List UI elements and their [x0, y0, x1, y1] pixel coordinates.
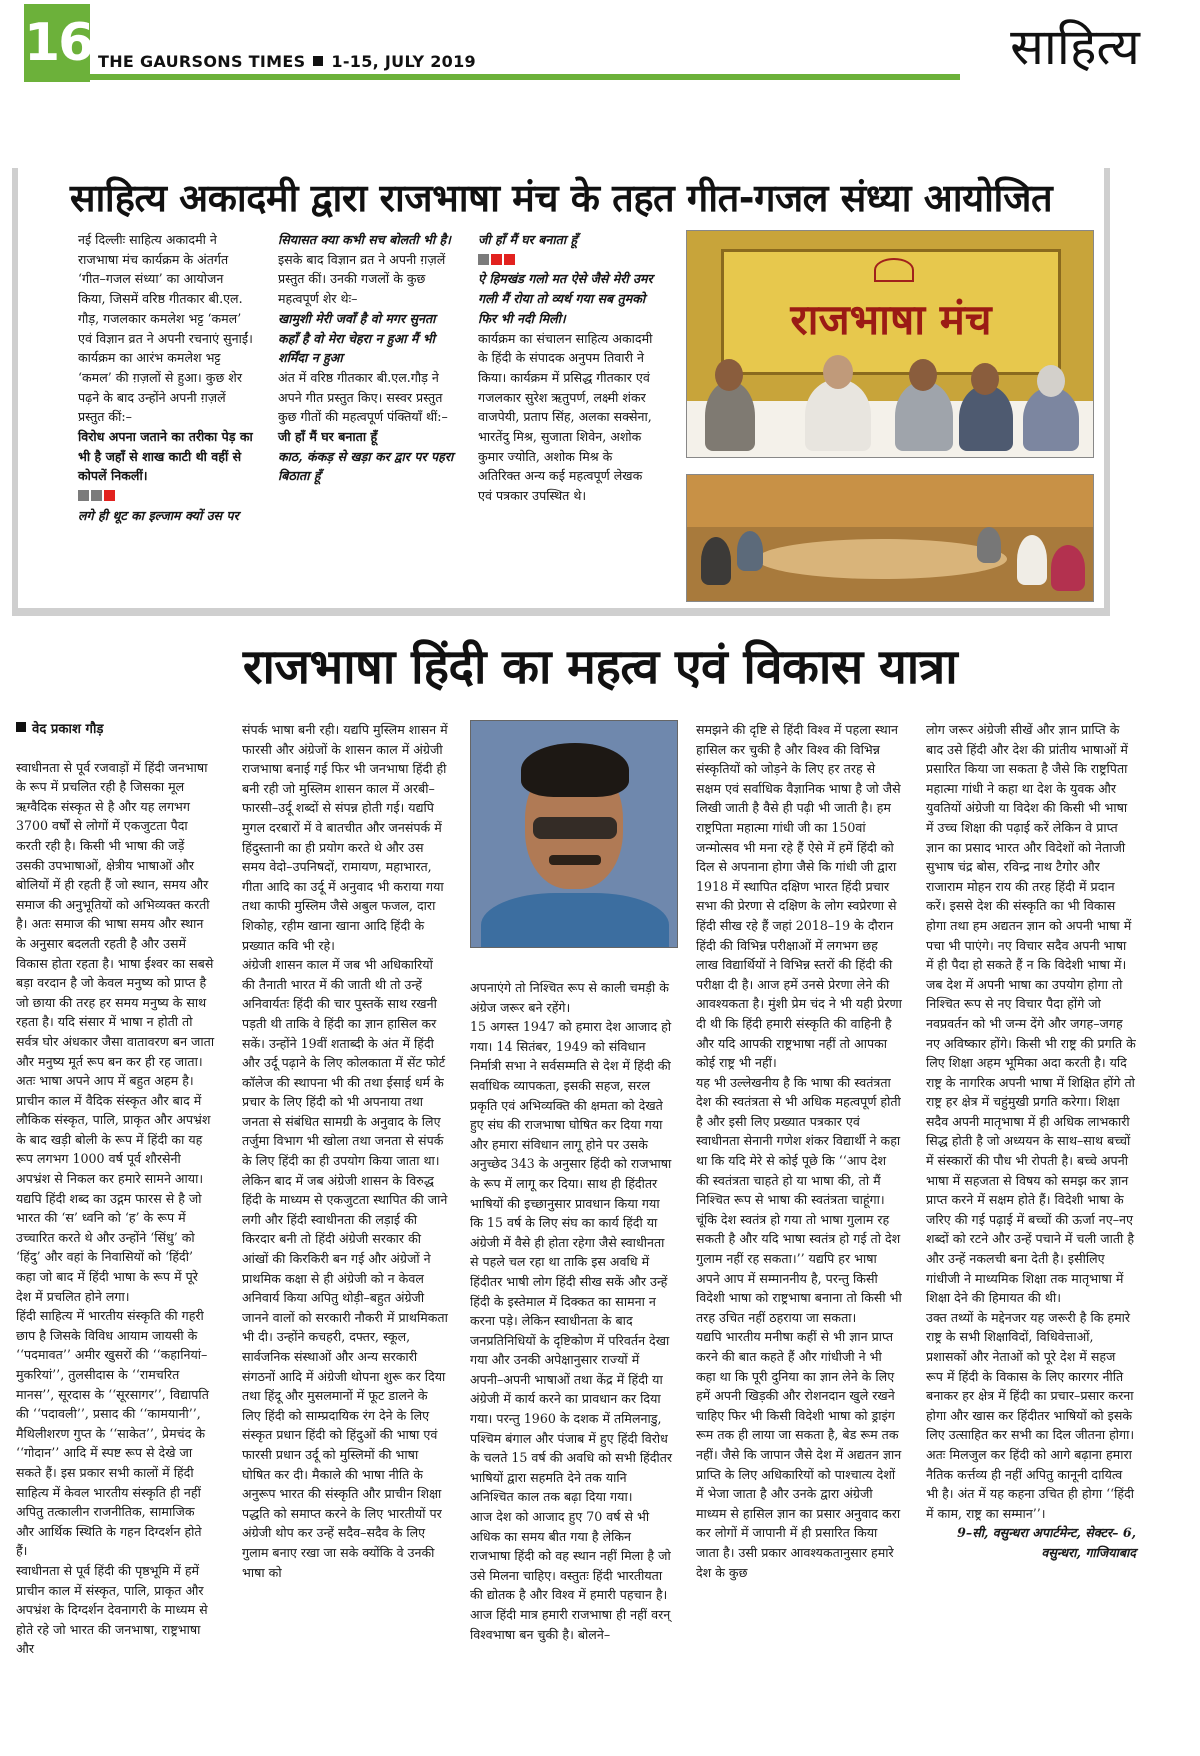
article2-column-4 — [696, 720, 902, 1582]
red-square-icon — [104, 490, 115, 501]
paper-title-line — [98, 52, 476, 71]
article1-verse: लगे ही थूट का इल्जाम क्यों उस पर — [78, 507, 239, 523]
article1-verse: जी हाँ मैं घर बनाता हूँ — [278, 429, 378, 445]
person-head — [823, 355, 853, 389]
event-hall-photo — [686, 474, 1094, 602]
red-square-icon — [504, 254, 515, 265]
article2-column-1 — [16, 720, 216, 1659]
article2-column-2 — [242, 720, 448, 1582]
article1-verse: जी हाँ मैं घर बनाता हूँ — [478, 232, 578, 247]
person-figure — [805, 379, 871, 451]
separator-square-icon — [313, 56, 323, 66]
article2-paragraph: समझने की दृष्टि से हिंदी विश्व में पहला स्थान हासिल कर चुकी है और विश्व की विभिन्न संस्कृतियों को जोड़ने के लिए हर तरह से सक्षम एवं सर्वाधिक वैज्ञानिक भाषा है जो जैसे लिखी जाती है वैसे ही पढ़ी भी जाती है। हम राष्ट्रपिता महात्मा गांधी जी का 150वां जन्मोत्सव भी मना रहे हैं ऐसे में हमें हिंदी को दिल से अपनाना होगा जैसे कि गांधी जी द्वारा 1918 में स्थापित दक्षिण भारत हिंदी प्रचार सभा की प्रेरणा से दक्षिण के लोग स्वप्रेरणा से हिंदी सीख रहे हैं जहां 2018–19 के दौरान हिंदी की विभिन्न परीक्षाओं में लगभग छह लाख विद्यार्थियों ने विभिन्न स्तरों की हिंदी की परीक्षा दी है। आज हमें उनसे प्रेरणा लेने की आवश्यकता है। मुंशी प्रेम चंद ने भी यही प्रेरणा दी थी कि हिंदी हमारी संस्कृति की वाहिनी है और यदि आपकी राष्ट्रभाषा नहीं तो आपका कोई राष्ट्र भी नहीं। — [696, 722, 902, 1071]
article1-verse: काठ, कंकड़ से खड़ा कर द्वार पर पहरा बिठाता हूँ — [278, 448, 454, 484]
article-box-inner — [18, 168, 1104, 608]
article-box-event — [12, 168, 1110, 616]
article1-paragraph: नई दिल्लीः साहित्य अकादमी ने राजभाषा मंच कार्यक्रम के अंतर्गत ‘गीत–गजल संध्या’ का आयोजन किया, जिसमें वरिष्ठ गीतकार बी.एल. गौड़, गजलकार कमलेश भट्ट ‘कमल’ एवं विज्ञान व्रत ने अपनी रचनाएं सुनाईं। कार्यक्रम का आरंभ कमलेश भट्ट ‘कमल’ की ग़ज़लों से हुआ। कुछ शेर पढ़ने के बाद उन्होंने अपनी ग़ज़लें प्रस्तुत कीं:– — [78, 232, 253, 425]
article2-paragraph: यद्यपि भारतीय मनीषा कहीं से भी ज्ञान प्राप्त करने की बात कहते हैं और गांधीजी ने भी कहा था कि पूरी दुनिया का ज्ञान लेने के लिए हमें अपनी खिड़की और रोशनदान खुले रखने चाहिए फिर भी किसी विदेशी भाषा को ड्राइंग रूम तक ही लाया जा सकता है, बेड रूम तक नहीं। जैसे कि जापान जैसे देश में अद्यतन ज्ञान प्राप्ति के लिए अधिकारियों को पाश्चात्य देशों में भेजा जाता है और उनके द्वारा अंग्रेजी माध्यम से हासिल ज्ञान का प्रसार अनुवाद करा कर लोगों में जापानी में ही प्रसारित किया जाता है। उसी प्रकार आवश्यकतानुसार हमारे देश के कुछ — [696, 1329, 902, 1580]
hall-table — [757, 539, 1007, 579]
article2-paragraph: यह भी उल्लेखनीय है कि भाषा की स्वतंत्रता देश की स्वतंत्रता से भी अधिक महत्वपूर्ण होती है और इसी लिए प्रख्यात पत्रकार एवं स्वाधीनता सेनानी गणेश शंकर विद्यार्थी ने कहा था कि यदि मेरे से कोई पूछे कि ‘‘आप देश की स्वतंत्रता चाहते हो या भाषा की, तो मैं निश्चित रूप से भाषा की स्वतंत्रता चाहूंगा। चूंकि देश स्वतंत्र हो गया तो भाषा गुलाम रह सकती है और यदि भाषा स्वतंत्र हो गई तो देश गुलाम नहीं रह सकता।’’ यद्यपि हर भाषा अपने आप में सम्माननीय है, परन्तु किसी विदेशी भाषा को राष्ट्रभाषा बनाना तो किसी भी तरह उचित नहीं ठहराया जा सकता। — [696, 1074, 902, 1325]
article1-verse: ऐ हिमखंड गलो मत ऐसे जैसे मेरी उमर गली मैं रोया तो व्यर्थ गया सब तुमको फिर भी नदी मिली। — [478, 271, 653, 326]
person-figure — [701, 537, 731, 585]
author-photo — [470, 720, 678, 948]
verse-marker — [478, 250, 654, 270]
author-shirt — [481, 893, 669, 948]
akademi-logo-icon — [874, 258, 914, 282]
article2-paragraph: स्वाधीनता से पूर्व हिंदी की पृष्ठभूमि में हमें प्राचीन काल में संस्कृत, पालि, प्राकृत और अपभ्रंश के दिग्दर्शन देवनागरी के माध्यम से होते रहे जो भारत की जनभाषा, राष्ट्रभाषा और — [16, 1562, 208, 1657]
article2-paragraph: स्वाधीनता से पूर्व रजवाड़ों में हिंदी जनभाषा के रूप में प्रचलित रही है जिसका मूल ऋग्वैदिक संस्कृत से है और यह लगभग 3700 वर्षों से लोगों में एकजुटता पैदा करती रही है। किसी भी भाषा की जड़ें उसकी उपभाषाओं, क्षेत्रीय भाषाओं और बोलियों में ही रहती हैं जो स्थान, समय और समाज की अनुभूतियों को अभिव्यक्त करती है। अतः समाज की भाषा समय और स्थान के अनुसार बदलती रहती है और उसमें विकास होता रहता है। भाषा ईश्वर का सबसे बड़ा वरदान है जो केवल मनुष्य को प्राप्त है जो छाया की तरह हर समय मनुष्य के साथ रहता है। यदि संसार में भाषा न होती तो सर्वत्र घोर अंधकार जैसा वातावरण बन जाता और मनुष्य मूर्त रूप बन कर ही रह जाता। अतः भाषा अपने आप में बहुत अहम है। — [16, 759, 215, 1089]
article2-paragraph: अपनाएंगे तो निश्चित रूप से काली चमड़ी के अंग्रेज जरूर बने रहेंगे। — [470, 980, 669, 1015]
article2-paragraph: संपर्क भाषा बनी रही। यद्यपि मुस्लिम शासन में फारसी और अंग्रेजों के शासन काल में अंग्रेजी राजभाषा बनाई गई फिर भी जनभाषा हिंदी ही बनी रही जो मुस्लिम शासन काल में अरबी–फारसी–उर्दू शब्दों से संपन्न होती गई। यद्यपि मुगल दरबारों में वे बातचीत और जनसंपर्क में हिंदुस्तानी का ही प्रयोग करते थे और उस समय वेदो–उपनिषदों, रामायण, महाभारत, गीता आदि का उर्दू में अनुवाद भी कराया गया तथा काफी मुस्लिम जैसे अबुल फजल, दारा शिकोह, रहीम खाना खाना आदि हिंदी के प्रख्यात कवि भी रहे। — [242, 722, 448, 953]
masthead-rule — [90, 46, 960, 80]
article1-verse: विरोध अपना जताने का तरीका पेड़ का भी है जहाँ से शाख काटी थी वहीं से कोपलें निकलीं। — [78, 429, 253, 484]
article1-verse: सियासत क्या कभी सच बोलती भी है। — [278, 232, 451, 247]
paper-name: THE GAURSONS TIMES — [98, 52, 306, 71]
article1-paragraph: कार्यक्रम का संचालन साहित्य अकादमी के हिंदी के संपादक अनुपम तिवारी ने किया। कार्यक्रम में प्रसिद्ध गीतकार एवं गजलकार सुरेश ऋतुपर्ण, लक्ष्मी शंकर वाजपेयी, प्रताप सिंह, अलका सक्सेना, भारतेंदु मिश्र, सुजाता शिवेन, अशोक कुमार ज्योति, अशोक मिश्र के अतिरिक्त अन्य कई महत्वपूर्ण लेखक एवं पत्रकार उपस्थित थे। — [478, 330, 653, 504]
article1-column-2 — [278, 230, 454, 486]
article2-paragraph: उक्त तथ्यों के मद्देनजर यह जरूरी है कि हमारे राष्ट्र के सभी शिक्षाविदों, विधिवेत्ताओं, प्रशासकों और नेताओं को पूरे देश में सहज रूप में हिंदी के विकास के लिए कारगर नीति बनाकर हर क्षेत्र में हिंदी का प्रचार–प्रसार करना होगा और खास कर हिंदीतर भाषियों को इसके लिए उत्साहित कर सभी का दिल जीतना होगा। अतः मिलजुल कर हिंदी को आगे बढ़ाना हमारा नैतिक कर्त्तव्य ही नहीं अपितु कानूनी दायित्व भी है। अंत में यह कहना उचित ही होगा ‘‘हिंदी में काम, राष्ट्र का सम्मान’’। — [926, 1309, 1135, 1521]
person-figure — [895, 381, 953, 451]
article1-column-1 — [78, 230, 254, 526]
person-figure — [705, 381, 755, 451]
article2-column-3 — [470, 978, 674, 1644]
person-figure — [1051, 545, 1085, 591]
author-address: 9–सी, वसुन्धरा अपार्टमेन्ट, सेक्टर– 6, वसुन्धरा, गाजियाबाद — [957, 1525, 1136, 1560]
person-head — [909, 359, 937, 391]
gray-square-icon — [478, 254, 489, 265]
article1-paragraph: अंत में वरिष्ठ गीतकार बी.एल.गौड़ ने अपने गीत प्रस्तुत किए। सस्वर प्रस्तुत कुछ गीतों की महत्वपूर्ण पंक्तियाँ थीं:– — [278, 369, 448, 425]
article2-paragraph: प्राचीन काल में वैदिक संस्कृत और बाद में लौकिक संस्कृत, पालि, प्राकृत और अपभ्रंश के बाद खड़ी बोली के रूप में हिंदी का यह रूप लगभग 1000 वर्ष पूर्व शौरसेनी अपभ्रंश से निकल कर हमारे सामने आया। यद्यपि हिंदी शब्द का उद्गम फारस से है जो भारत की ‘स’ ध्वनि को ‘ह’ के रूप में उच्चारित करते थे और उन्होंने ‘सिंधु’ को ‘हिंदु’ और वहां के निवासियों को ‘हिंदी’ कहा जो बाद में हिंदी भाषा के रूप में पूरे देश में प्रचलित होने लगा। — [16, 1092, 211, 1304]
author-name: वेद प्रकाश गौड़ — [32, 722, 104, 737]
article1-verse: खामुशी मेरी जवाँ है वो मगर सुनता कहाँ है वो मेरा चेहरा न हुआ मैं भी शर्मिंदा न हुआ — [278, 310, 436, 366]
event-stage-photo — [686, 230, 1094, 458]
article2-headline: राजभाषा हिंदी का महत्व एवं विकास यात्रा — [242, 639, 958, 695]
article2-paragraph: 15 अगस्त 1947 को हमारा देश आजाद हो गया। 14 सितंबर, 1949 को संविधान निर्मात्री सभा ने सर्वसम्मति से देश में हिंदी की सर्वाधिक व्यापकता, इसकी सहज, सरल प्रकृति एवं अभिव्यक्ति की क्षमता को देखते हुए संघ की राजभाषा घोषित कर दिया गया और हमारा संविधान लागू होने पर उसके अनुच्छेद 343 के अनुसार हिंदी को राजभाषा के रूप में लागू कर दिया। साथ ही हिंदीतर भाषियों की इच्छानुसार प्रावधान किया गया कि 15 वर्ष के लिए संघ का कार्य हिंदी या अंग्रेजी में वैसे ही होता रहेगा जैसे स्वाधीनता से पहले चल रहा था ताकि इस अवधि में हिंदीतर भाषी लोग हिंदी सीख सकें और उन्हें हिंदी के इस्तेमाल में दिक्कत का सामना न करना पड़े। लेकिन स्वाधीनता के बाद जनप्रतिनिधियों के दृष्टिकोण में परिवर्तन देखा गया और उनकी अपेक्षानुसार राज्यों में अपनी–अपनी भाषाओं तथा केंद्र में हिंदी या अंग्रेजी में कार्य करने का प्रावधान कर दिया गया। परन्तु 1960 के दशक में तमिलनाडु, पश्चिम बंगाल और पंजाब में हुए हिंदी विरोध के चलते 15 वर्ष की अवधि को सभी हिंदीतर भाषियों द्वारा सहमति देने तक यानि अनिश्चित काल तक बढ़ा दिया गया। — [470, 1019, 673, 1505]
issue-date: 1-15, JULY 2019 — [331, 52, 476, 71]
banner-text: राजभाषा मंच — [790, 295, 992, 344]
page-number: 16 — [24, 4, 90, 82]
article1-paragraph: इसके बाद विज्ञान व्रत ने अपनी ग़ज़लें प्रस्तुत कीं। उनकी गजलों के कुछ महत्वपूर्ण शेर थेः– — [278, 251, 446, 307]
person-head — [1037, 365, 1065, 397]
author-hair — [521, 743, 629, 797]
article1-headline: साहित्य अकादमी द्वारा राजभाषा मंच के तहत गीत-गजल संध्या आयोजित — [69, 176, 1053, 220]
rajbhasha-manch-banner — [721, 249, 1061, 375]
article2-paragraph: आज देश को आजाद हुए 70 वर्ष से भी अधिक का समय बीत गया है लेकिन राजभाषा हिंदी को वह स्थान नहीं मिला है जो उसे मिलना चाहिए। वस्तुतः हिंदी भारतीयता की द्योतक है और विश्व में हमारी पहचान है। आज हिंदी मात्र हमारी राजभाषा ही नहीं वरन् विश्वभाषा बन चुकी है। बोलने– — [470, 1509, 671, 1642]
article2-paragraph: अंग्रेजी शासन काल में जब भी अधिकारियों की तैनाती भारत में की जाती थी तो उन्हें अनिवार्यतः हिंदी की चार पुस्तकें साथ रखनी पड़ती थी ताकि वे हिंदी का ज्ञान हासिल कर सकें। उन्होंने 19वीं शताब्दी के अंत में हिंदी और उर्दू पढ़ाने के लिए कोलकाता में सेंट फोर्ट कॉलेज की स्थापना भी की तथा ईसाई धर्म के प्रचार के लिए हिंदी को भी अपनाया तथा जनता से संबंधित सामग्री के अनुवाद के लिए तर्जुमा विभाग भी खोला तथा जनता से संपर्क के लिए हिंदी का ही उपयोग किया जाता था। लेकिन बाद में जब अंग्रेजी शासन के विरुद्ध हिंदी के माध्यम से एकजुटता स्थापित की जाने लगी और हिंदी स्वाधीनता की लड़ाई की किरदार बनी तो हिंदी अंग्रेजी सरकार की आंखों की किरकिरी बन गई और अंग्रेजों ने प्राथमिक कक्षा से ही अंग्रेजी को न केवल अनिवार्य किया अपितु थोड़ी–बहुत अंग्रेजी जानने वालों को सरकारी नौकरी में प्राथमिकता भी दी। उन्होंने कचहरी, दफ्तर, स्कूल, सार्वजनिक संस्थाओं और अन्य सरकारी संगठनों आदि में अंग्रेजी थोपना शुरू कर दिया तथा हिंदू और मुसलमानों में फूट डालने के लिए हिंदी को साम्प्रदायिक रंग देने के लिए संस्कृत प्रधान हिंदी को हिंदुओं की भाषा एवं फारसी प्रधान उर्दू को मुस्लिमों की भाषा घोषित कर दी। मैकाले की भाषा नीति के अनुरूप भारत की संस्कृति और प्राचीन शिक्षा पद्धति को समाप्त करने के लिए भारतीयों पर अंग्रेजी थोप कर उन्हें सदैव–सदैव के लिए गुलाम बनाए रखा जा सके क्योंकि वे उनकी भाषा को — [242, 957, 448, 1580]
author-moustache — [549, 855, 601, 865]
article1-column-3 — [478, 230, 654, 506]
article2-column-5 — [926, 720, 1136, 1563]
masthead — [0, 0, 1200, 92]
person-head — [715, 359, 743, 391]
hall-wall — [687, 475, 1094, 527]
person-figure — [1017, 535, 1047, 585]
person-figure — [737, 531, 763, 571]
verse-marker — [78, 486, 254, 506]
gray-square-icon — [91, 490, 102, 501]
person-head — [971, 363, 999, 395]
person-figure — [977, 527, 1001, 563]
article2-paragraph: लोग जरूर अंग्रेजी सीखें और ज्ञान प्राप्ति के बाद उसे हिंदी और देश की प्रांतीय भाषाओं में प्रसारित किया जा सकता है जैसे कि राष्ट्रपिता महात्मा गांधी ने कहा था देश के युवक और युवतियों अंग्रेजी या विदेश की किसी भी भाषा में उच्च शिक्षा की पढ़ाई करें लेकिन वे प्राप्त ज्ञान का प्रसाद भारत और विदेशों को नेताजी सुभाष चंद्र बोस, रविन्द्र नाथ टैगोर और राजाराम मोहन राय की तरह हिंदी में प्रदान करें। इससे देश की संस्कृति का भी विकास होगा तथा हम अद्यतन ज्ञान को अपनी भाषा में पचा भी पाएंगे। नए विचार सदैव अपनी भाषा में ही पैदा हो सकते हैं न कि विदेशी भाषा में। जब देश में अपनी भाषा का उपयोग होगा तो निश्चित रूप से नए विचार पैदा होंगे जो नवप्रवर्तन को भी जन्म देंगे और जगह–जगह नए अविष्कार होंगे। किसी भी राष्ट्र की प्रगति के लिए शिक्षा अहम भूमिका अदा करती है। यदि राष्ट्र के नागरिक अपनी भाषा में शिक्षित होंगे तो राष्ट्र हर क्षेत्र में चहुंमुखी प्रगति करेगा। शिक्षा सदैव अपनी मातृभाषा में ही अधिक लाभकारी सिद्ध होती है जो अध्ययन के साथ–साथ बच्चों में संस्कारों की पौध भी रोपती है। बच्चे अपनी भाषा में सहजता से विषय को समझ कर ज्ञान प्राप्त करने में सक्षम होते हैं। विदेशी भाषा के जरिए की गई पढ़ाई में बच्चों की ऊर्जा नए–नए शब्दों को रटने और उन्हें पचाने में चली जाती है और उन्हें नकलची बना देती है। इसीलिए गांधीजी ने माध्यमिक शिक्षा तक मातृभाषा में शिक्षा देने की हिमायत की थी। — [926, 722, 1136, 1306]
red-square-icon — [491, 254, 502, 265]
article2-paragraph: हिंदी साहित्य में भारतीय संस्कृति की गहरी छाप है जिसके विविध आयाम जायसी के ‘‘पदमावत’’ अमीर खुसरों की ‘‘कहानियां–मुकरियां’’, तुलसीदास के ‘‘रामचरित मानस’’, सूरदास के ‘‘सूरसागर’’, विद्यापति की ‘‘पदावली’’, प्रसाद की ‘‘कामयानी’’, मैथिलीशरण गुप्त के ‘‘साकेत’’, प्रेमचंद के ‘‘गोदान’’ आदि में स्पष्ट रूप से देखे जा सकते हैं। इस प्रकार सभी कालों में हिंदी साहित्य में केवल भारतीय संस्कृति ही नहीं अपितु तत्कालीन राजनीतिक, सामाजिक और आर्थिक स्थिति के गहन दिग्दर्शन होते हैं। — [16, 1308, 209, 1559]
gray-square-icon — [78, 490, 89, 501]
author-sunglasses — [533, 817, 617, 839]
byline-square-icon — [16, 722, 26, 732]
section-name: साहित्य — [1010, 18, 1140, 76]
byline — [16, 720, 216, 740]
